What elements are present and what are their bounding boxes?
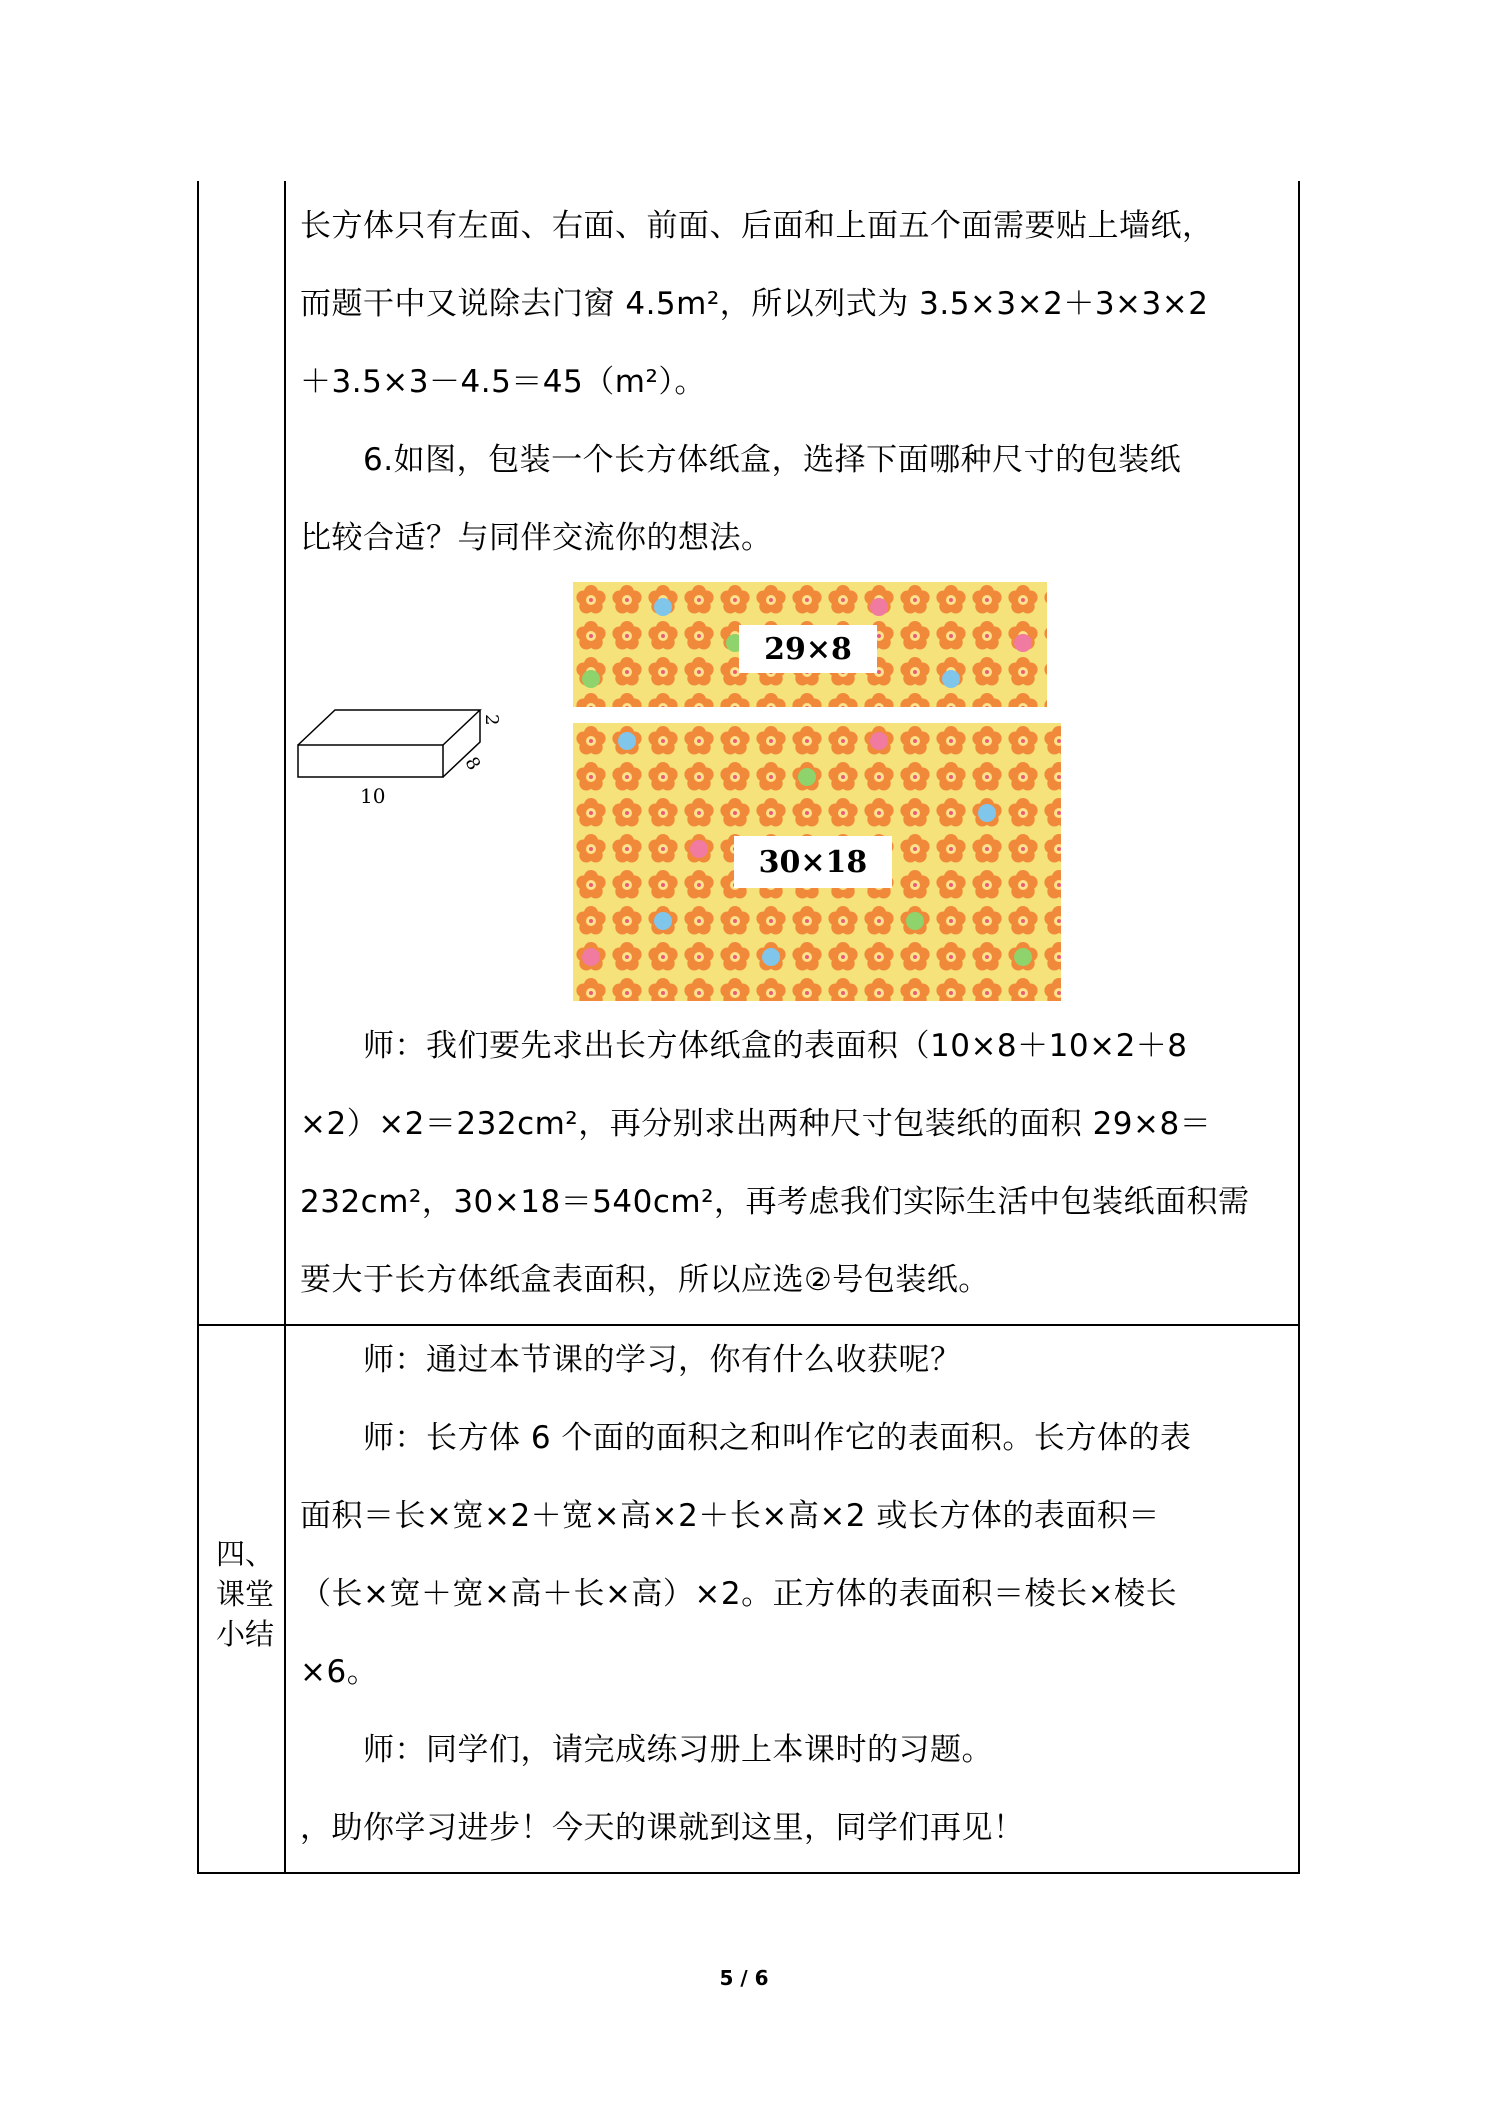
summary-line: （长×宽＋宽×高＋长×高）×2。正方体的表面积＝棱长×棱长	[300, 1576, 1178, 1612]
page-number: 5 / 6	[719, 1966, 769, 1990]
question-line: 6.如图，包装一个长方体纸盒，选择下面哪种尺寸的包装纸	[300, 442, 1182, 478]
summary-line: ×6。	[300, 1654, 379, 1690]
table-row-separator	[197, 1324, 1300, 1326]
box-height-label: 2	[481, 714, 502, 726]
question-line: 比较合适？与同伴交流你的想法。	[300, 520, 773, 556]
wrapping-paper-1	[573, 582, 1047, 707]
paragraph-line: 而题干中又说除去门窗 4.5m²，所以列式为 3.5×3×2＋3×3×2	[300, 286, 1209, 322]
table-border-left	[197, 181, 199, 1874]
table-border-right	[1298, 181, 1300, 1874]
table-border-bottom	[197, 1872, 1300, 1874]
box-width-label: 8	[460, 753, 485, 774]
paragraph-line: ＋3.5×3－4.5＝45（m²）。	[300, 364, 706, 400]
section-label	[205, 1534, 285, 1654]
paragraph-line: 232cm²，30×18＝540cm²，再考虑我们实际生活中包装纸面积需	[300, 1184, 1250, 1220]
paragraph-line: ×2）×2＝232cm²，再分别求出两种尺寸包装纸的面积 29×8＝	[300, 1106, 1212, 1142]
summary-line: 师：同学们，请完成练习册上本课时的习题。	[300, 1732, 993, 1768]
paragraph-line: 师：我们要先求出长方体纸盒的表面积（10×8＋10×2＋8	[300, 1028, 1188, 1064]
paragraph-line: 要大于长方体纸盒表面积，所以应选②号包装纸。	[300, 1262, 990, 1298]
section-label-line: 小结	[215, 1617, 274, 1651]
paper-2-dimension-label: 30×18	[734, 836, 892, 888]
summary-line: 师：长方体 6 个面的面积之和叫作它的表面积。长方体的表	[300, 1420, 1192, 1456]
summary-line: 面积＝长×宽×2＋宽×高×2＋长×高×2 或长方体的表面积＝	[300, 1498, 1160, 1534]
section-label-line: 课堂	[215, 1577, 274, 1611]
summary-line: 师：通过本节课的学习，你有什么收获呢？	[300, 1342, 962, 1378]
wrapping-paper-2	[573, 723, 1061, 1001]
summary-line: ，助你学习进步！今天的课就到这里，同学们再见！	[300, 1810, 1025, 1846]
paragraph-line: 长方体只有左面、右面、前面、后面和上面五个面需要贴上墙纸，	[300, 208, 1214, 244]
paper-1-dimension-label: 29×8	[739, 625, 877, 673]
section-label-line: 四、	[215, 1537, 274, 1571]
cuboid-figure	[290, 700, 530, 820]
box-length-label: 10	[360, 784, 386, 808]
